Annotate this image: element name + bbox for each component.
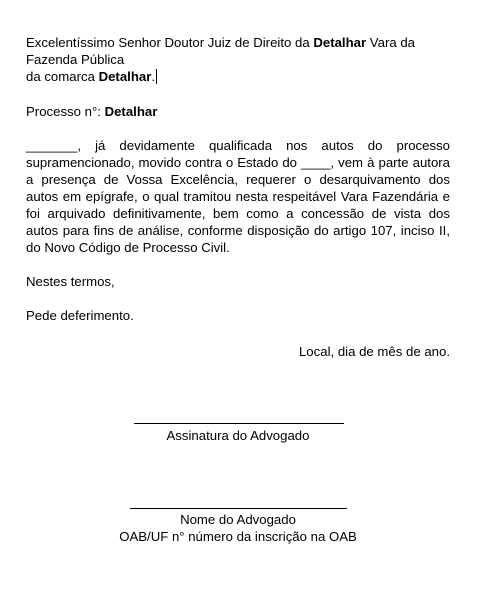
lawyer-oab: OAB/UF n° número da inscrição na OAB — [119, 529, 357, 544]
signature-line — [134, 423, 344, 424]
comarca-placeholder: Detalhar — [98, 69, 152, 84]
addressee — [26, 34, 450, 85]
text-cursor — [156, 69, 157, 84]
closing-nestes-termos: Nestes termos, — [26, 274, 115, 289]
document-body — [26, 34, 450, 324]
addressee-line1-start: Excelentíssimo Senhor Doutor Juiz de Direito da — [26, 35, 314, 50]
addressee-line2-end: . — [151, 69, 156, 84]
lawyer-name-line — [130, 508, 347, 509]
body-paragraph: _______, já devidamente qualificada nos autos do processo supramencionado, movido contra o Estado do ____, vem à parte autora a presença de Vossa Excelência, requerer o desarquivamento dos autos em epígrafe, o qual tramitou nesta respeitável Vara Fazendária e foi arquivado definitivamente, bem como a concessão de vista dos autos para fins de análise, conforme disposição do artigo 107, inciso II, do Novo Código de Processo Civil. — [26, 138, 450, 255]
process-value: Detalhar — [104, 104, 158, 119]
closing-pede-deferimento: Pede deferimento. — [26, 308, 134, 323]
lawyer-name: Nome do Advogado — [180, 512, 296, 527]
vara-placeholder: Detalhar — [313, 35, 367, 50]
process-number — [26, 103, 450, 120]
addressee-line1-end: Vara da Fazenda Pública — [26, 35, 415, 67]
signature-caption: Assinatura do Advogado — [166, 428, 310, 443]
addressee-line2-start: da comarca — [26, 69, 99, 84]
process-label: Processo n°: — [26, 104, 105, 119]
place-date: Local, dia de mês de ano. — [298, 344, 450, 359]
